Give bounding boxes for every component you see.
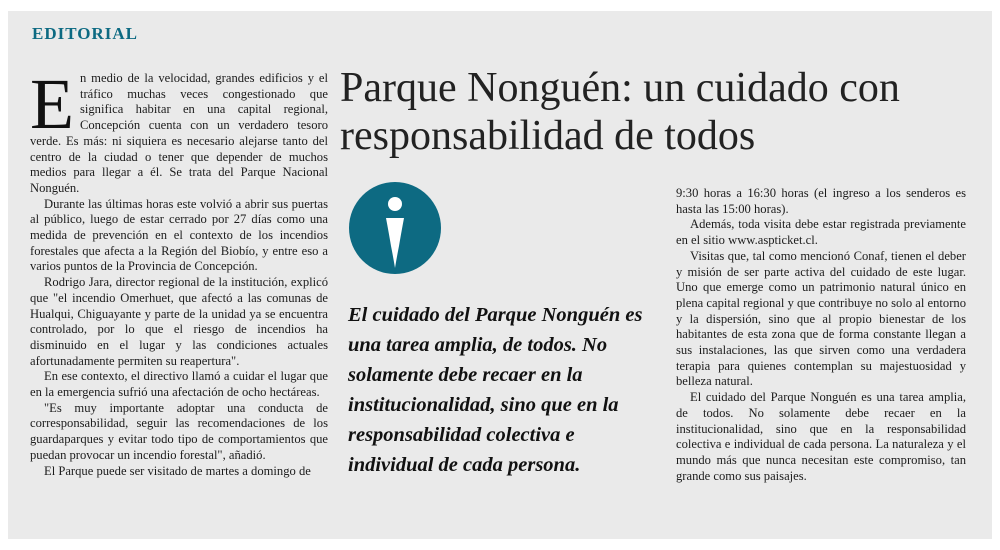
- paragraph-7: 9:30 horas a 16:30 horas (el ingreso a los senderos es hasta las 15:00 horas).: [676, 186, 966, 216]
- paragraph-1-text: n medio de la velocidad, grandes edificios y el tráfico muchas veces congestionado que significa habitar en una capital regional, Concepción cuenta con un verdadero tesoro verde. Es más: ni siquiera es necesario alejarse tanto del centro de la ciudad o tener que depender de muchos medios para llegar a él. Se trata del Parque Nacional Nonguén.: [30, 71, 328, 195]
- info-icon: [349, 182, 441, 274]
- pull-quote: El cuidado del Parque Nonguén es una tarea amplia, de todos. No solamente debe recaer en la institucionalidad, sino que en la responsabilidad colectiva e individual de cada persona.: [348, 304, 643, 476]
- column-right: [676, 186, 966, 484]
- paragraph-9: Visitas que, tal como mencionó Conaf, tienen el deber y misión de ser parte activa del cuidado de este lugar. Uno que emerge como un patrimonio natural único en plena capital regional y que contribuye no solo al entorno y la dispersión, sino que al propio bienestar de los habitantes de esta zona que de forma constante llegan a sus instalaciones, las que sirven como una verdadera terapia para quienes contemplan su majestuosidad y belleza natural.: [676, 248, 966, 389]
- paragraph-8: Además, toda visita debe estar registrada previamente en el sitio www.aspticket.cl.: [676, 217, 966, 248]
- dropcap: E: [30, 64, 74, 144]
- paragraph-4: En ese contexto, el directivo llamó a cuidar el lugar que en la emergencia sufrió una afectación de ocho hectáreas.: [30, 369, 328, 400]
- paragraph-5: "Es muy importante adoptar una conducta de corresponsabilidad, seguir las recomendaciones de los guardaparques y evitar todo tipo de comportamientos que puedan provocar un incendio forestal", añadió.: [30, 400, 328, 462]
- paragraph-10: El cuidado del Parque Nonguén es una tarea amplia, de todos. No solamente debe recaer en la institucionalidad, sino que en la responsabilidad colectiva e individual de cada persona. La naturaleza y el mundo más que nunca necesitan este compromiso, tan grande como sus paisajes.: [676, 390, 966, 483]
- column-left: [30, 64, 328, 479]
- paragraph-3: Rodrigo Jara, director regional de la institución, explicó que "el incendio Omerhuet, que afectó a las comunas de Hualqui, Chiguayante y parte de la unidad ya se encuentra controlado, por lo que el riesgo de incendios ha disminuido en el lugar y las condiciones actuales afortunadamente permiten su reapertura".: [30, 275, 328, 368]
- paragraph-2: Durante las últimas horas este volvió a abrir sus puertas al público, luego de estar cerrado por 27 días como una medida de prevención en el contexto de los incendios forestales que afecta a la Región del Biobío, y entre eso a varios puntos de la Provincia de Concepción.: [30, 196, 328, 274]
- section-label: EDITORIAL: [32, 24, 138, 43]
- headline: Parque Nonguén: un cuidado con responsabilidad de todos: [340, 65, 900, 159]
- paragraph-1: [30, 64, 328, 197]
- paragraph-6: El Parque puede ser visitado de martes a domingo de: [44, 463, 311, 478]
